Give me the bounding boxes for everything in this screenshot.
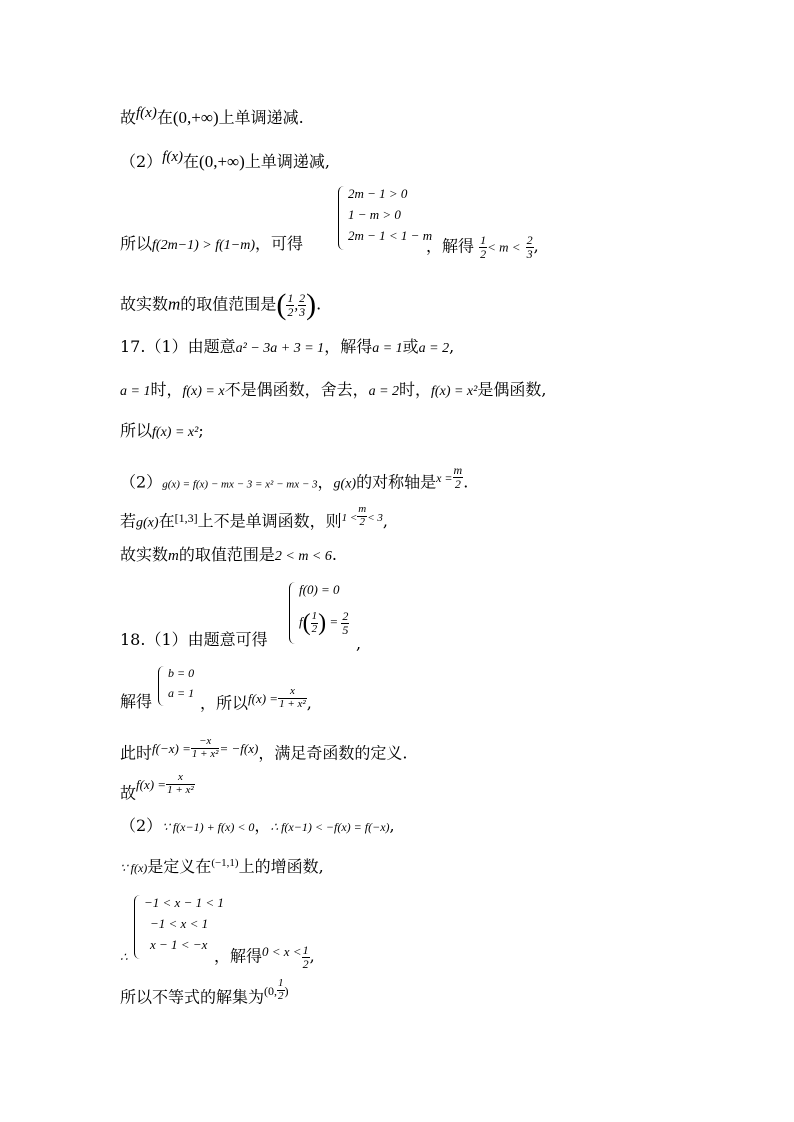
math-text: ): [284, 983, 289, 998]
line-range-m-2: [120, 545, 337, 567]
text: 故实数: [120, 294, 169, 314]
text: 时，: [399, 380, 432, 399]
text: ，: [317, 472, 334, 492]
text: 不是偶函数，舍去，: [224, 380, 369, 399]
text: ,: [309, 946, 315, 966]
fraction: $\frac{m}{2}$: [358, 503, 367, 528]
text: .: [331, 545, 337, 564]
math-text: < m <: [487, 239, 521, 255]
math-text: ∵ f(x−1) + f(x) < 0: [162, 820, 255, 834]
fraction: $\frac{-x}{\text{1 + x²}}$: [191, 735, 219, 760]
math-g: g(x) = f(x) − mx − 3 = x² − mx − 3: [162, 478, 318, 491]
fraction: $\frac{1}{2}$: [287, 291, 294, 319]
text: ,: [449, 337, 455, 356]
therefore-symbol: ∴: [120, 950, 128, 964]
text: ,: [382, 511, 389, 531]
text: 上单调递减,: [244, 152, 330, 171]
math-var: m: [168, 548, 179, 564]
math-text: 1 <: [341, 511, 358, 524]
text: 若: [120, 511, 137, 531]
math-var: m: [168, 294, 181, 314]
text: .: [316, 294, 322, 314]
line-f-final: [120, 771, 195, 806]
line-solve-m: [120, 234, 303, 256]
text: ,: [389, 816, 395, 835]
punct: ,: [356, 634, 362, 653]
text: 上单调递减.: [218, 108, 304, 127]
part-label: （2）: [120, 152, 163, 171]
solution-system: [158, 666, 194, 706]
text: 或: [402, 337, 419, 356]
line-solution-set: [120, 977, 289, 1010]
line-q18-part2: [120, 816, 395, 837]
text: 上的增函数,: [238, 857, 324, 876]
math-text: < 3: [367, 511, 383, 524]
line-q17-part1: [120, 337, 454, 359]
fraction: $\frac{2}{3}$: [299, 291, 306, 319]
math-interval: (0,+∞): [199, 152, 245, 171]
line-solve-x: [214, 944, 315, 970]
line-q18-part1: [120, 630, 268, 650]
text: 此时: [120, 743, 153, 763]
line-q17-part2: [120, 463, 469, 496]
math-range: 2 < m < 6: [274, 549, 332, 564]
text: ，解得: [426, 236, 475, 256]
text: 上不是单调函数，则: [197, 511, 342, 531]
brace: [134, 895, 141, 959]
line-non-monotonic: [120, 503, 389, 534]
line-f-formula: [200, 685, 312, 716]
inequality-system-x: [134, 895, 224, 959]
math-f: f(x) = x²: [431, 384, 478, 399]
math-eq: a² − 3a + 3 = 1: [235, 341, 325, 356]
text: 所以: [120, 421, 153, 440]
text: ，解得: [324, 337, 373, 356]
math-text: (0,: [264, 983, 278, 998]
line-range-m: 故实数m的取值范围是( $\frac{1}{2}$ , $\frac{2}{3}$ ).: [120, 288, 322, 322]
line-solve-result: [426, 234, 539, 260]
math-sol: a = 2: [418, 341, 450, 356]
math-interval: (−1,1): [211, 857, 239, 869]
text: 故: [120, 783, 137, 803]
text: 的取值范围是: [178, 545, 275, 564]
text: ，可得: [255, 234, 304, 253]
fraction: $\frac{x}{\text{1 + x²}}$: [279, 685, 306, 710]
text: ，解得: [214, 946, 263, 966]
math-f: f(x) =: [248, 690, 279, 706]
math-text: 0 < x <: [262, 943, 302, 959]
system-row: 2m − 1 < 1 − m: [348, 228, 433, 243]
brace: [158, 666, 165, 706]
math-interval: [1,3]: [174, 510, 198, 525]
text: .: [463, 472, 469, 492]
system-row: −1 < x − 1 < 1: [144, 895, 224, 910]
text: ，满足奇函数的定义.: [258, 743, 408, 763]
math-gx: g(x): [136, 515, 159, 531]
line-solve-ab: [120, 692, 152, 712]
question-label: 17.（1）由题意: [120, 337, 236, 356]
math-ineq: f(2m−1) > f(1−m): [152, 238, 256, 253]
text: 时，: [150, 380, 183, 399]
text: 在: [183, 152, 200, 171]
text: 在: [158, 511, 175, 531]
condition-system: [289, 582, 349, 644]
text: 是定义在: [147, 857, 212, 876]
fraction: $\frac{x}{\text{1 + x²}}$: [167, 771, 194, 796]
text: ,: [306, 693, 312, 713]
fraction: $\frac{m}{2}$: [453, 463, 463, 491]
line-odd-check: [120, 735, 408, 766]
text: 所以: [120, 234, 153, 253]
text: 所以不等式的解集为: [120, 987, 265, 1007]
text: 故实数: [120, 545, 169, 564]
brace: [289, 582, 296, 644]
system-row: 2m − 1 > 0: [348, 186, 408, 201]
system-row: 1 − m > 0: [348, 207, 401, 222]
line-f-result: [120, 421, 204, 443]
math-text: ∴ f(x−1) < −f(x) = f(−x): [270, 820, 390, 834]
math-case: a = 1: [120, 384, 151, 399]
math-case: a = 2: [368, 384, 400, 399]
math-f: f(x) =: [136, 776, 167, 792]
text: ;: [198, 421, 204, 440]
system-row: x − 1 < −x: [150, 937, 208, 952]
math-fx: f(x): [136, 105, 157, 121]
text: 故: [120, 108, 137, 127]
text: 解得: [120, 692, 153, 711]
system-row: f( $\frac{1}{2}$ ) = $\frac{2}{5}$: [299, 608, 349, 637]
math-gx: g(x): [333, 476, 357, 492]
line-part-2: [120, 149, 330, 173]
fraction: $\frac{2}{3}$: [526, 233, 533, 261]
brace: [338, 186, 345, 250]
math-fx: f(x): [162, 149, 184, 165]
question-label: 18.（1）由题意可得: [120, 630, 268, 649]
text: 的对称轴是: [356, 472, 437, 492]
line-parity-check: [120, 380, 546, 402]
text: ，所以: [200, 693, 249, 713]
system-row: b = 0: [168, 666, 195, 680]
fraction: $\frac{1}{2}$: [302, 943, 309, 971]
fraction: $\frac{1}{2}$: [278, 977, 284, 1002]
text: 的取值范围是: [180, 294, 277, 314]
fraction: $\frac{1}{2}$: [480, 233, 487, 261]
math-sol: a = 1: [372, 341, 403, 356]
inequality-system: [338, 186, 432, 250]
text: ,: [533, 236, 539, 256]
math-interval: (0,+∞): [172, 108, 219, 127]
text: ，: [254, 816, 271, 835]
math-axis: x =: [436, 470, 453, 485]
text: 在: [156, 108, 173, 127]
system-row: f(0) = 0: [299, 582, 340, 597]
text: 是偶函数,: [477, 380, 547, 399]
line-increasing: [120, 857, 324, 879]
part-label: （2）: [120, 472, 163, 492]
part-label: （2）: [120, 816, 163, 835]
system-row: a = 1: [168, 686, 195, 700]
math-f: f(x) = x: [182, 384, 225, 399]
line-monotonic-conclusion: [120, 105, 304, 129]
math-rhs: = −f(x): [219, 740, 259, 756]
system-row: −1 < x < 1: [150, 916, 209, 931]
math-lhs: f(−x) =: [152, 740, 191, 756]
math-text: ∵ f(x): [120, 861, 148, 875]
math-f: f(x) = x²: [152, 425, 199, 440]
